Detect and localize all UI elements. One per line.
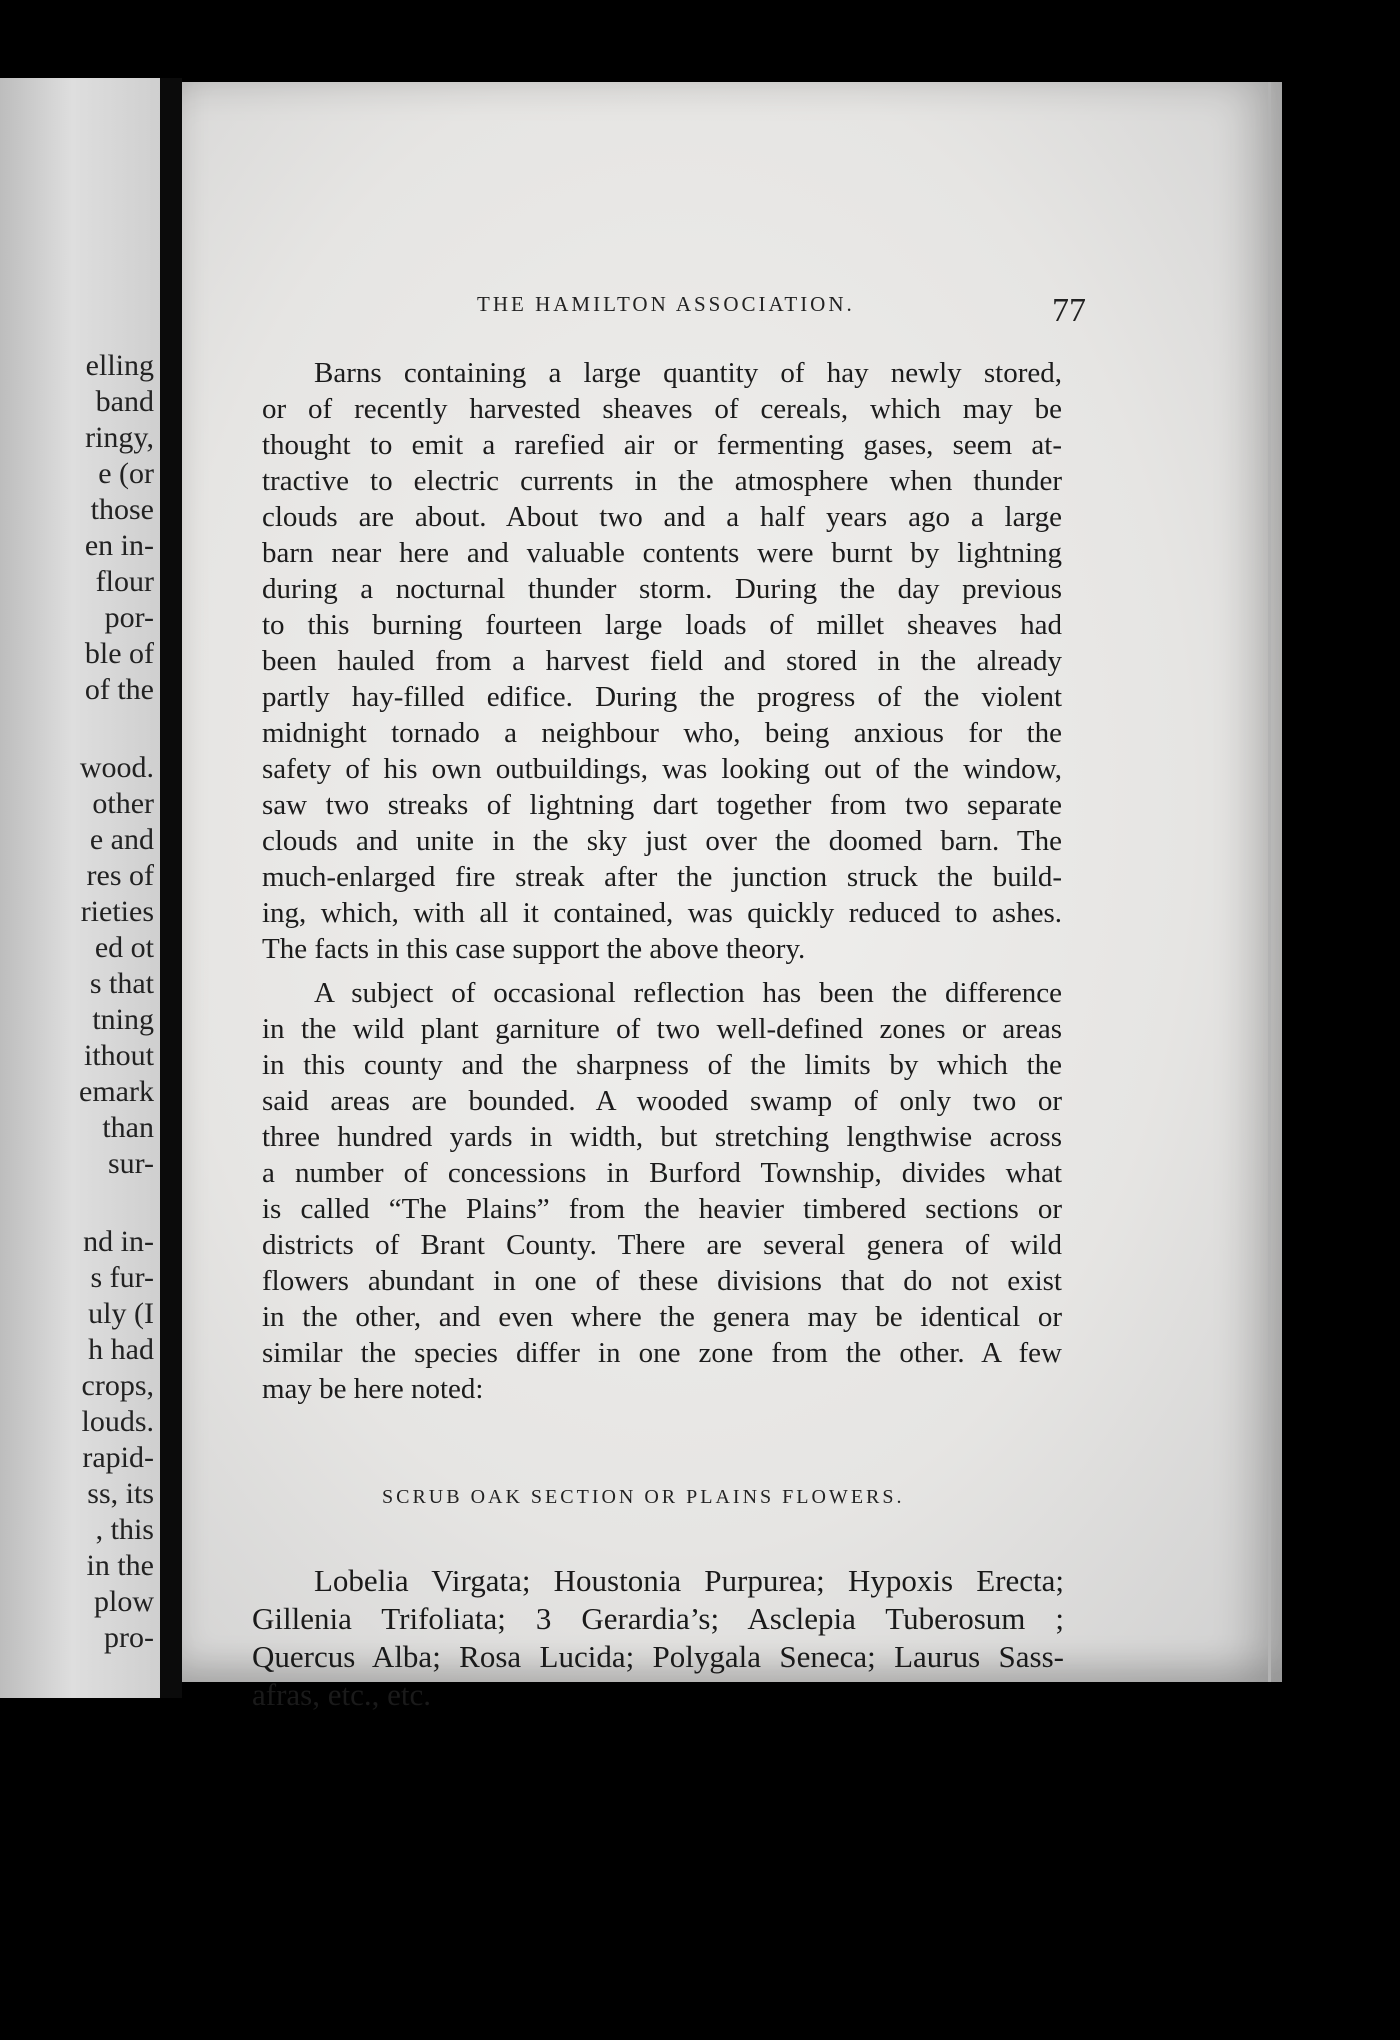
paragraph-line: in this county and the sharpness of the limits by which the [262,1049,1062,1081]
left-page-line: other [92,787,154,820]
left-page-line: ss, its [87,1477,154,1510]
left-page-line: crops, [81,1369,154,1402]
left-page-line: plow [94,1585,154,1618]
left-page-line: of the [84,673,154,706]
left-page-fragment [0,78,160,1698]
paragraph-line: ing, which, with all it contained, was quickly reduced to ashes. [262,897,1062,929]
right-page [182,82,1282,1712]
left-page-line: s fur- [90,1261,154,1294]
plant-list-line: Gillenia Trifoliata; 3 Gerardia’s; Asclepia Tuberosum ; [252,1601,1064,1636]
paragraph-line: The facts in this case support the above theory. [262,933,806,965]
paragraph-line: may be here noted: [262,1373,484,1405]
paragraph-line: or of recently harvested sheaves of cereals, which may be [262,393,1062,425]
paragraph-line: a number of concessions in Burford Township, divides what [262,1157,1062,1189]
left-page-line: in the [86,1549,154,1582]
paragraph-line: is called “The Plains” from the heavier timbered sections or [262,1193,1062,1225]
left-page-line: h had [88,1333,154,1366]
left-page-line: ed ot [94,931,154,964]
paragraph-line: midnight tornado a neighbour who, being anxious for the [262,717,1062,749]
left-page-line: ble of [84,637,154,670]
plant-list-line: Lobelia Virgata; Houstonia Purpurea; Hypoxis Erecta; [314,1563,1064,1598]
left-page-line: ithout [83,1039,154,1072]
left-page-line: emark [79,1075,154,1108]
left-page-line: those [90,493,154,526]
paragraph-line: safety of his own outbuildings, was looking out of the window, [262,753,1062,785]
plant-list-line: afras, etc., etc. [252,1677,431,1712]
left-page-line: pro- [104,1621,154,1654]
book-gutter [160,78,182,1698]
left-page-line: sur- [107,1147,154,1180]
paragraph-line: A subject of occasional reflection has been the difference [314,977,1062,1009]
left-page-line: flour [95,565,154,598]
paragraph-line: saw two streaks of lightning dart together from two separate [262,789,1062,821]
left-page-line: por- [104,601,154,634]
paragraph-line: Barns containing a large quantity of hay newly stored, [314,357,1062,389]
left-page-line: en in- [84,529,154,562]
left-page-line: uly (I [88,1297,154,1330]
paragraph-line: in the wild plant garniture of two well-defined zones or areas [262,1013,1062,1045]
paragraph-line: in the other, and even where the genera may be identical or [262,1301,1062,1333]
left-page-line: ringy, [85,421,154,454]
left-page-line: wood. [79,751,154,784]
paragraph-line: clouds are about. About two and a half years ago a large [262,501,1062,533]
left-page-line: nd in- [83,1225,154,1258]
paragraph-line: to this burning fourteen large loads of millet sheaves had [262,609,1062,641]
paragraph-line: partly hay-filled edifice. During the progress of the violent [262,681,1062,713]
left-page-line: rieties [80,895,154,928]
left-page-line: e and [89,823,154,856]
left-page-line: e (or [98,457,154,490]
plant-list-line: Quercus Alba; Rosa Lucida; Polygala Seneca; Laurus Sass- [252,1639,1064,1674]
paragraph-line: thought to emit a rarefied air or fermenting gases, seem at- [262,429,1062,461]
paragraph-line: barn near here and valuable contents were burnt by lightning [262,537,1062,569]
left-page-line: tning [92,1003,154,1036]
paragraph-line: districts of Brant County. There are several genera of wild [262,1229,1062,1261]
running-head: THE HAMILTON ASSOCIATION. [477,292,855,316]
left-page-line: res of [86,859,154,892]
paragraph-line: flowers abundant in one of these divisions that do not exist [262,1265,1062,1297]
left-page-line: elling [85,349,154,382]
paragraph-line: similar the species differ in one zone from the other. A few [262,1337,1062,1369]
section-heading: SCRUB OAK SECTION OR PLAINS FLOWERS. [382,1486,905,1508]
paragraph-line: three hundred yards in width, but stretching lengthwise across [262,1121,1062,1153]
left-page-line: than [102,1111,154,1144]
paragraph-line: been hauled from a harvest field and stored in the already [262,645,1062,677]
left-page-line: rapid- [82,1441,154,1474]
paragraph-line: said areas are bounded. A wooded swamp of only two or [262,1085,1062,1117]
left-page-line: , this [95,1513,154,1546]
paragraph-line: clouds and unite in the sky just over the doomed barn. The [262,825,1062,857]
left-page-line: louds. [81,1405,154,1438]
paragraph-line: tractive to electric currents in the atmosphere when thunder [262,465,1062,497]
paragraph-line: much-enlarged fire streak after the junction struck the build- [262,861,1062,893]
left-page-line: band [95,385,154,418]
paragraph-line: during a nocturnal thunder storm. During the day previous [262,573,1062,605]
page-edge [1268,82,1271,1682]
left-page-line: s that [89,967,154,1000]
page-number: 77 [1052,292,1086,329]
